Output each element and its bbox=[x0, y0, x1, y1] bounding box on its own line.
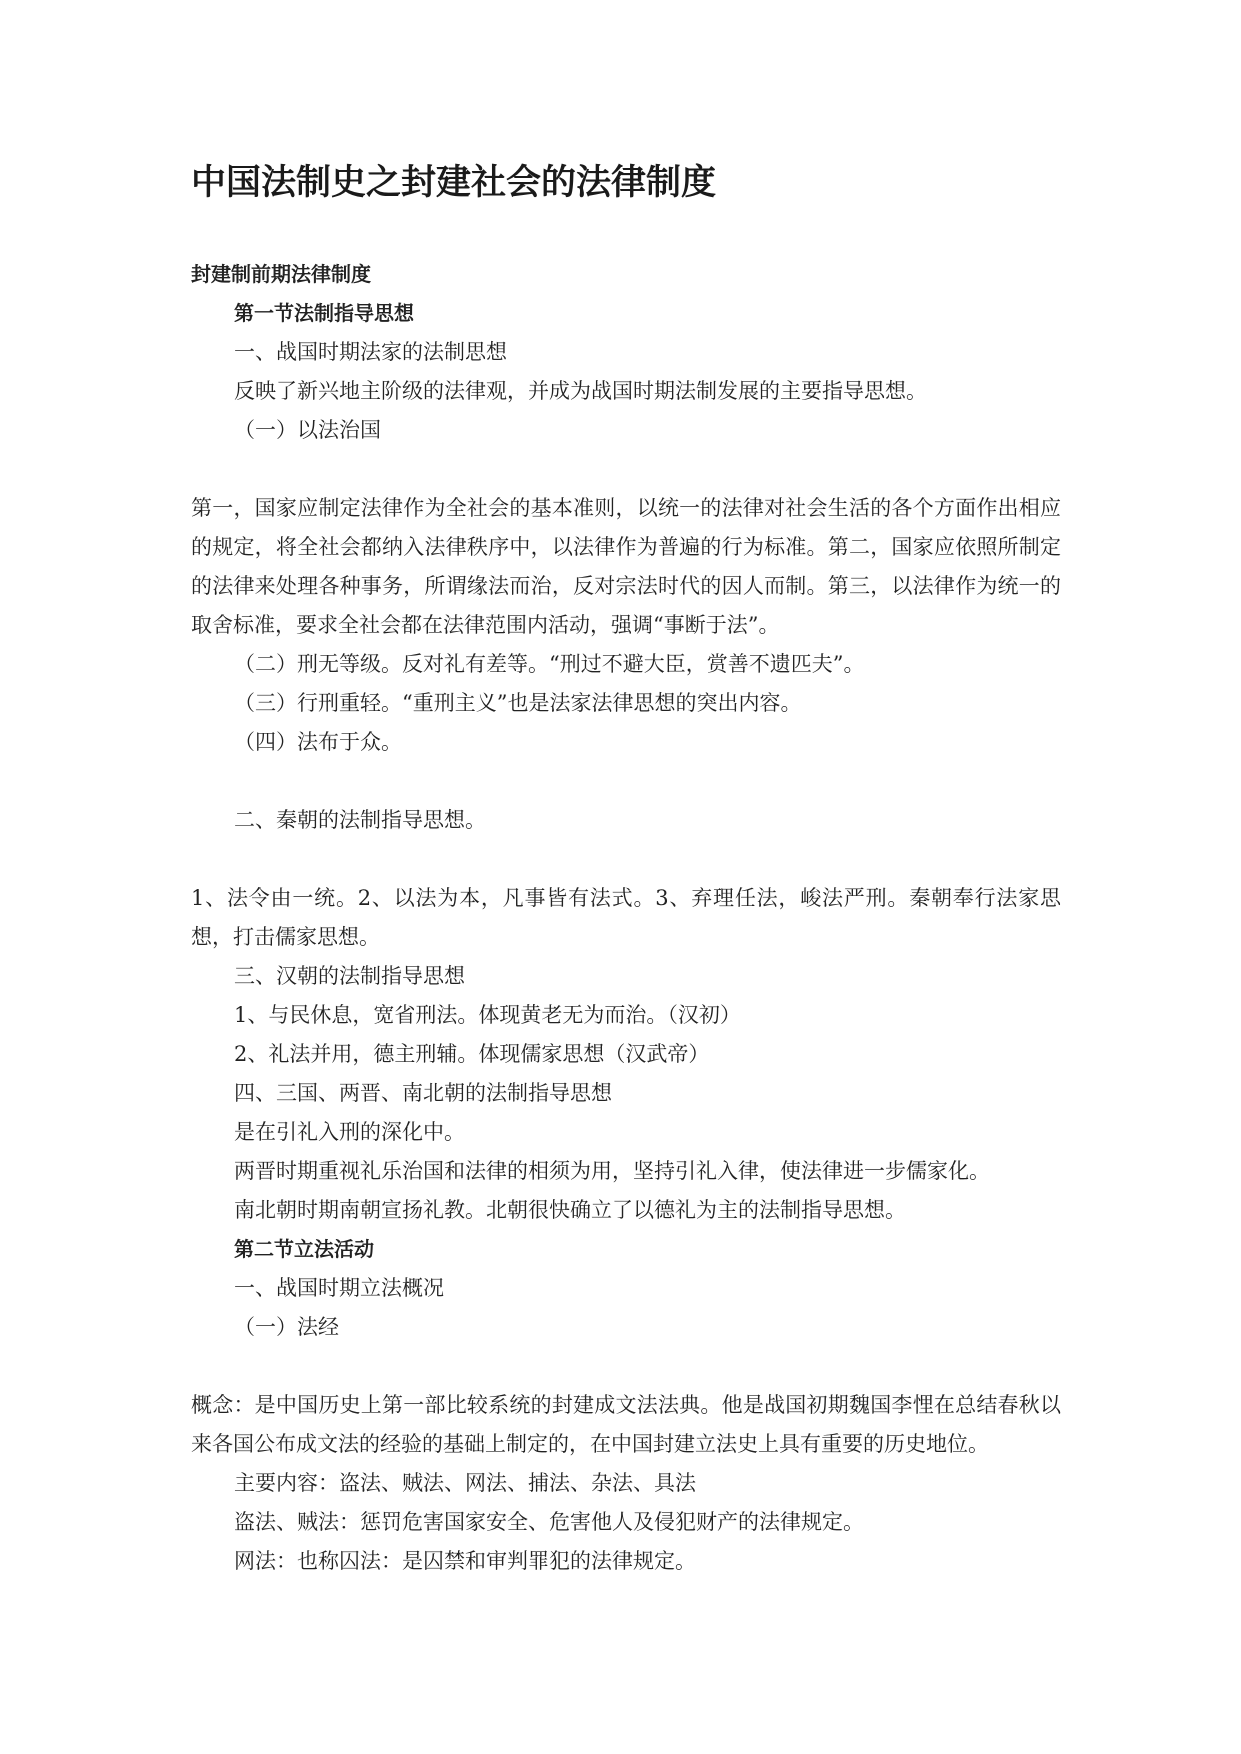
document-title: 中国法制史之封建社会的法律制度 bbox=[191, 163, 717, 203]
section-heading-1: 第一节法制指导思想 bbox=[234, 301, 414, 325]
blank-line bbox=[191, 1347, 1061, 1386]
section-heading-2: 第二节立法活动 bbox=[234, 1237, 374, 1261]
subheading-legislation: 一、战国时期立法概况 bbox=[234, 1276, 444, 1300]
item-heavy-punishment: （三）行刑重轻。“重刑主义”也是法家法律思想的突出内容。 bbox=[234, 691, 802, 715]
item-han-wudi: 2、礼法并用，德主刑辅。体现儒家思想（汉武帝） bbox=[234, 1042, 710, 1066]
subheading-three-kingdoms: 四、三国、两晋、南北朝的法制指导思想 bbox=[234, 1081, 612, 1105]
item-han-early: 1、与民休息，宽省刑法。体现黄老无为而治。（汉初） bbox=[234, 1003, 741, 1027]
paragraph-rule-by-law: 第一，国家应制定法律作为全社会的基本准则，以统一的法律对社会生活的各个方面作出相应的规定，将全社会都纳入法律秩序中，以法律作为普遍的行为标准。第二，国家应依照所制定的法律来处理各种事务，所谓缘法而治，反对宗法时代的因人而制。第三，以法律作为统一的取舍标准，要求全社会都在法律范围内活动，强调“事断于法”。 bbox=[191, 496, 1061, 637]
item-no-rank-punishment: （二）刑无等级。反对礼有差等。“刑过不避大臣，赏善不遗匹夫”。 bbox=[234, 652, 865, 676]
item-rule-by-law: （一）以法治国 bbox=[234, 418, 381, 442]
subheading-warring-states: 一、战国时期法家的法制思想 bbox=[234, 340, 507, 364]
paragraph-rites-into-law: 是在引礼入刑的深化中。 bbox=[234, 1120, 465, 1144]
subheading-qin: 二、秦朝的法制指导思想。 bbox=[234, 808, 486, 832]
paragraph-jin: 两晋时期重视礼乐治国和法律的相须为用，坚持引礼入律，使法律进一步儒家化。 bbox=[234, 1159, 990, 1183]
blank-line bbox=[191, 840, 1061, 879]
paragraph-fajing-contents: 主要内容：盗法、贼法、网法、捕法、杂法、具法 bbox=[234, 1471, 696, 1495]
chapter-heading: 封建制前期法律制度 bbox=[191, 262, 371, 286]
document-body bbox=[191, 255, 1061, 1581]
paragraph-fajing-concept: 概念：是中国历史上第一部比较系统的封建成文法法典。他是战国初期魏国李悝在总结春秋以来各国公布成文法的经验的基础上制定的，在中国封建立法史上具有重要的历史地位。 bbox=[191, 1393, 1061, 1456]
blank-line bbox=[191, 762, 1061, 801]
paragraph-net-law: 网法：也称囚法：是囚禁和审判罪犯的法律规定。 bbox=[234, 1549, 696, 1573]
item-fajing: （一）法经 bbox=[234, 1315, 339, 1339]
blank-line bbox=[191, 450, 1061, 489]
paragraph-legalist-view: 反映了新兴地主阶级的法律观，并成为战国时期法制发展的主要指导思想。 bbox=[234, 379, 927, 403]
paragraph-qin: 1、法令由一统。2、以法为本，凡事皆有法式。3、弃理任法，峻法严刑。秦朝奉行法家思想，打击儒家思想。 bbox=[191, 886, 1061, 949]
paragraph-theft-law: 盗法、贼法：惩罚危害国家安全、危害他人及侵犯财产的法律规定。 bbox=[234, 1510, 864, 1534]
subheading-han: 三、汉朝的法制指导思想 bbox=[234, 964, 465, 988]
paragraph-north-south: 南北朝时期南朝宣扬礼教。北朝很快确立了以德礼为主的法制指导思想。 bbox=[234, 1198, 906, 1222]
item-law-public: （四）法布于众。 bbox=[234, 730, 402, 754]
